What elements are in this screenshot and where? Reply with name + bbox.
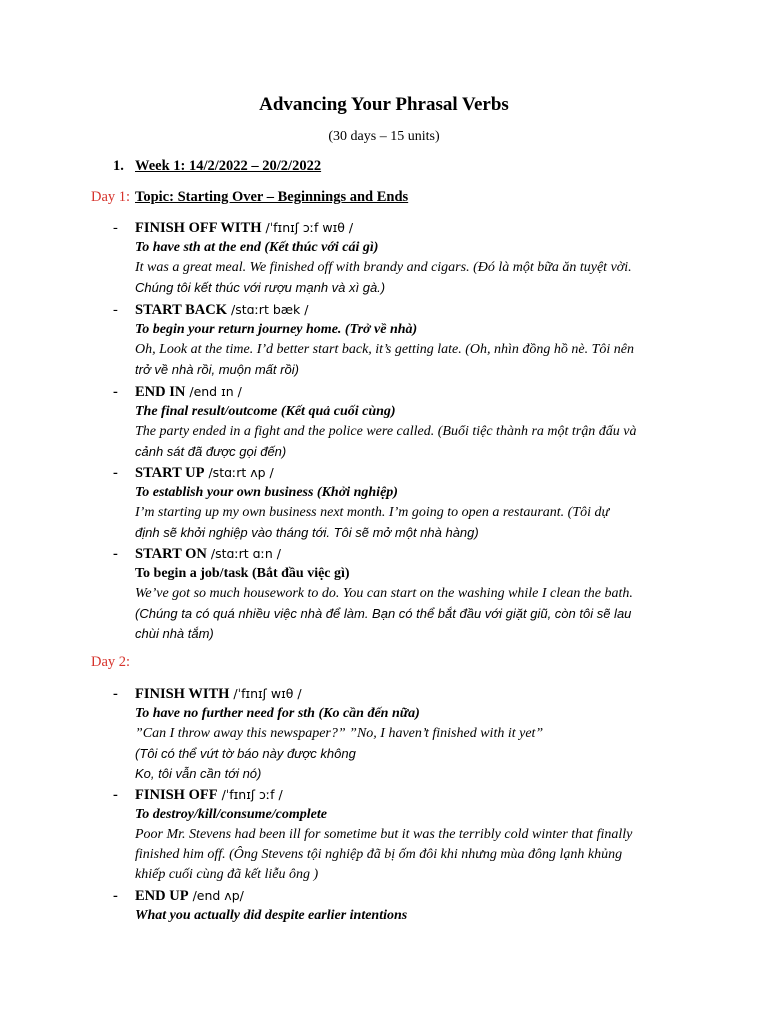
meaning: To have no further need for sth (Ko cần đến nữa)	[135, 706, 420, 721]
pronunciation: /stɑːrt ʌp /	[208, 465, 274, 480]
list-dash: -	[113, 787, 118, 803]
example	[135, 503, 683, 543]
document-subtitle: (30 days – 15 units)	[328, 129, 440, 144]
phrasal-verb: START UP	[135, 465, 205, 481]
example-line: cảnh sát đã được gọi đến)	[135, 444, 287, 459]
meaning: The final result/outcome (Kết quả cuối cùng)	[135, 404, 396, 419]
phrasal-verb: START BACK	[135, 302, 228, 318]
entry-heading	[113, 684, 683, 704]
entry-heading	[113, 544, 683, 564]
phrasal-verb-entry	[113, 300, 683, 380]
pronunciation: /ˈfɪnɪʃ ɔːf wɪθ /	[265, 220, 354, 235]
pronunciation: /ˈfɪnɪʃ wɪθ /	[233, 686, 302, 701]
phrasal-verb-entry	[113, 382, 683, 462]
example	[135, 724, 683, 784]
entry-heading	[113, 886, 683, 906]
phrasal-verb-entry	[113, 684, 683, 784]
phrasal-verb: FINISH OFF	[135, 787, 218, 803]
day-1-topic: Topic: Starting Over – Beginnings and Ends	[135, 189, 409, 205]
entry-heading	[113, 463, 683, 483]
list-dash: -	[113, 888, 118, 904]
example	[135, 584, 683, 644]
week-heading	[113, 158, 321, 175]
pronunciation: /end ɪn /	[189, 384, 242, 399]
phrasal-verb-entry	[113, 886, 683, 926]
example	[135, 340, 683, 380]
pronunciation: /stɑːrt bæk /	[231, 302, 309, 317]
example	[135, 258, 683, 298]
pronunciation: /ˈfɪnɪʃ ɔːf /	[221, 787, 283, 802]
list-dash: -	[113, 686, 118, 702]
entry-heading	[113, 382, 683, 402]
list-dash: -	[113, 384, 118, 400]
meaning: To begin your return journey home. (Trở về nhà)	[135, 322, 418, 337]
list-dash: -	[113, 465, 118, 481]
phrasal-verb: END IN	[135, 384, 186, 400]
example-line: finished him off. (Ông Stevens tội nghiệp đã bị ốm đôi khi nhưng mùa đông lạnh khủng	[135, 847, 623, 862]
phrasal-verb: FINISH WITH	[135, 686, 230, 702]
example-line: Ko, tôi vẫn cần tới nó)	[135, 766, 262, 781]
pronunciation: /end ʌp/	[192, 888, 244, 903]
list-dash: -	[113, 302, 118, 318]
example-line: định sẽ khởi nghiệp vào tháng tới. Tôi sẽ mở một nhà hàng)	[135, 525, 479, 540]
meaning: To destroy/kill/consume/complete	[135, 807, 327, 822]
entry-heading	[113, 218, 683, 238]
day-1-label: Day 1:	[91, 189, 131, 205]
example-line: (Tôi có thể vứt tờ báo này được không	[135, 746, 356, 761]
phrasal-verb-entry	[113, 785, 683, 885]
example	[135, 825, 683, 885]
entry-heading	[113, 300, 683, 320]
example-line: I’m starting up my own business next month. I’m going to open a restaurant. (Tôi dự	[135, 505, 610, 520]
example-line: It was a great meal. We finished off with brandy and cigars. (Đó là một bữa ăn tuyệt vời.	[135, 260, 632, 275]
meaning: What you actually did despite earlier intentions	[135, 908, 408, 923]
list-dash: -	[113, 220, 118, 236]
example-line: We’ve got so much housework to do. You can start on the washing while I clean the bath.	[135, 586, 633, 601]
meaning: To establish your own business (Khởi nghiệp)	[135, 485, 398, 500]
example-line: ”Can I throw away this newspaper?” ”No, I haven’t finished with it yet”	[135, 726, 544, 741]
example-line: khiếp cuối cùng đã kết liễu ông )	[135, 867, 319, 882]
phrasal-verb: START ON	[135, 546, 207, 562]
phrasal-verb-entry	[113, 218, 683, 298]
pronunciation: /stɑːrt ɑːn /	[210, 546, 281, 561]
day-2-label: Day 2:	[91, 654, 131, 670]
example-line: Oh, Look at the time. I’d better start back, it’s getting late. (Oh, nhìn đồng hồ nè. Tôi nên	[135, 342, 635, 357]
example-line: (Chúng ta có quá nhiều việc nhà để làm. Bạn có thể bắt đầu với giặt giũ, còn tôi sẽ lau	[135, 606, 632, 621]
example-line: Poor Mr. Stevens had been ill for sometime but it was the terribly cold winter that finally	[135, 827, 633, 842]
week-number: 1.	[113, 158, 124, 174]
example-line: chùi nhà tắm)	[135, 626, 214, 641]
phrasal-verb: FINISH OFF WITH	[135, 220, 262, 236]
document-title: Advancing Your Phrasal Verbs	[259, 94, 509, 115]
example	[135, 422, 683, 462]
week-text: Week 1: 14/2/2022 – 20/2/2022	[135, 158, 322, 174]
list-dash: -	[113, 546, 118, 562]
phrasal-verb-entry	[113, 544, 683, 644]
meaning: To have sth at the end (Kết thúc với cái gì)	[135, 240, 379, 255]
example-line: Chúng tôi kết thúc với rượu mạnh và xì gà.)	[135, 280, 386, 295]
meaning: To begin a job/task (Bắt đầu việc gì)	[135, 566, 350, 581]
phrasal-verb: END UP	[135, 888, 189, 904]
example-line: trở về nhà rồi, muộn mất rồi)	[135, 362, 299, 377]
entry-heading	[113, 785, 683, 805]
phrasal-verb-entry	[113, 463, 683, 543]
example-line: The party ended in a fight and the police were called. (Buổi tiệc thành ra một trận đấu và	[135, 424, 637, 439]
